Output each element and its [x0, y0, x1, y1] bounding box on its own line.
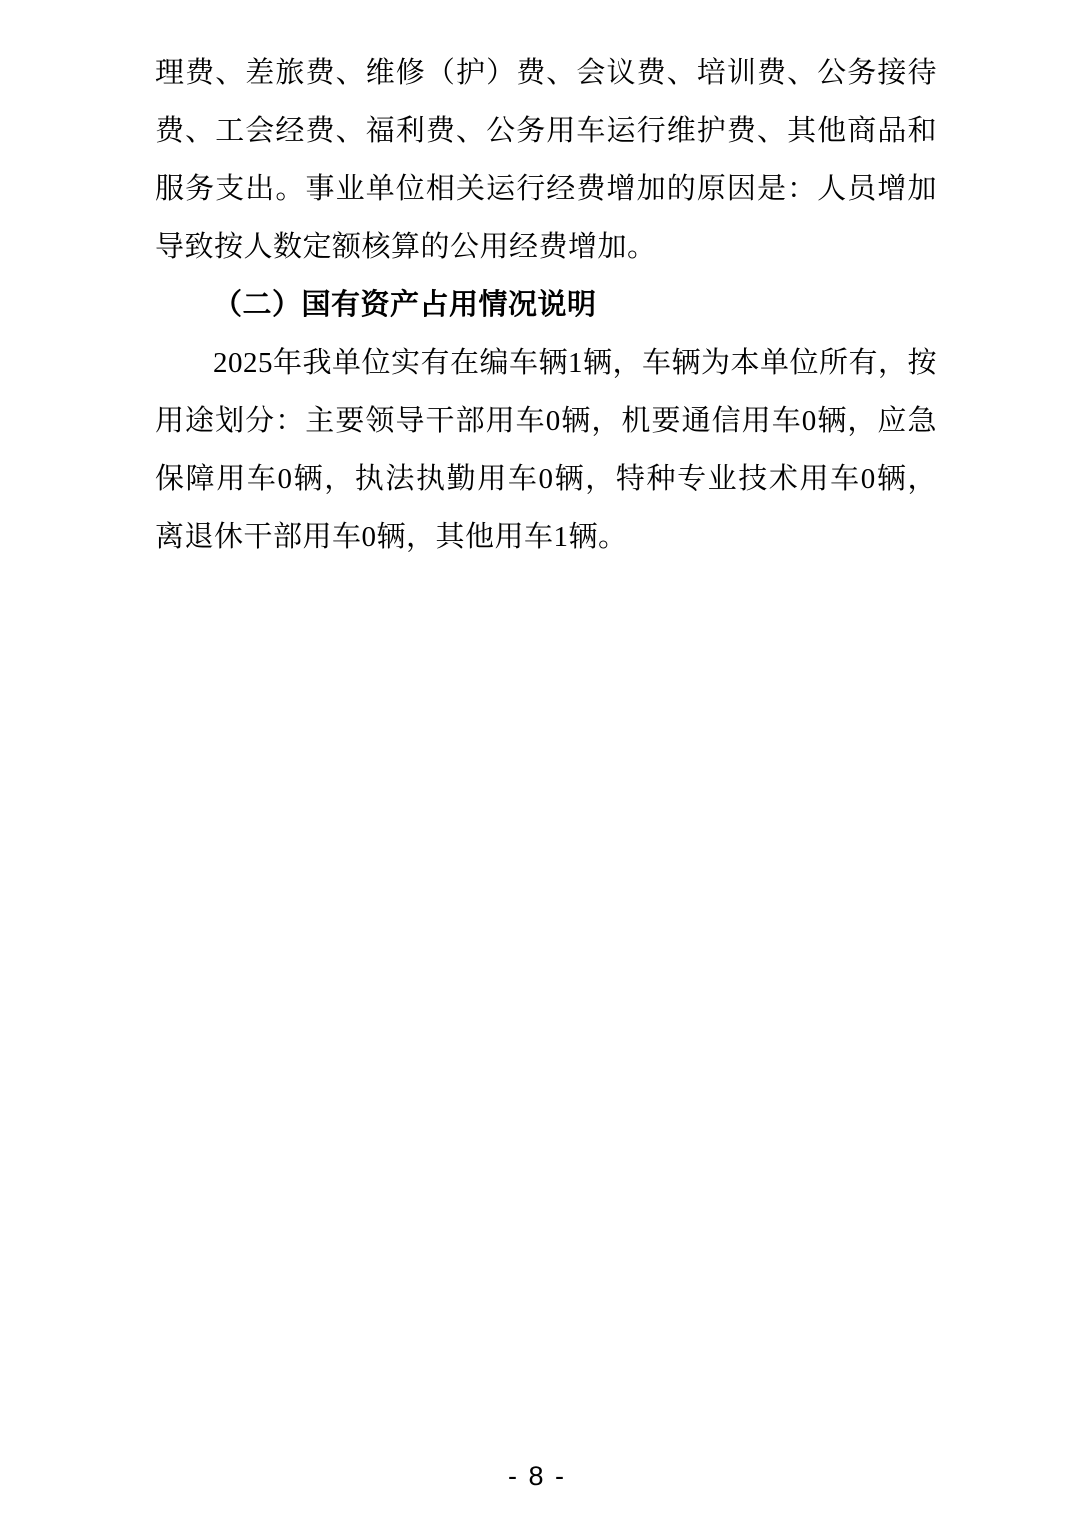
paragraph-state-assets-vehicles: 2025年我单位实有在编车辆1辆，车辆为本单位所有，按用途划分：主要领导干部用车0辆，机要通信用车0辆，应急保障用车0辆，执法执勤用车0辆，特种专业技术用车0辆，离退休干部用车0辆，其他用车1辆。: [155, 347, 938, 553]
page-number: - 8 -: [507, 1461, 566, 1491]
paragraph-expense-continuation: 理费、差旅费、维修（护）费、会议费、培训费、公务接待费、工会经费、福利费、公务用车运行维护费、其他商品和服务支出。事业单位相关运行经费增加的原因是：人员增加导致按人数定额核算的公用经费增加。: [155, 57, 937, 263]
document-content: [155, 44, 937, 566]
section-heading-state-assets: （二）国有资产占用情况说明: [213, 289, 597, 321]
